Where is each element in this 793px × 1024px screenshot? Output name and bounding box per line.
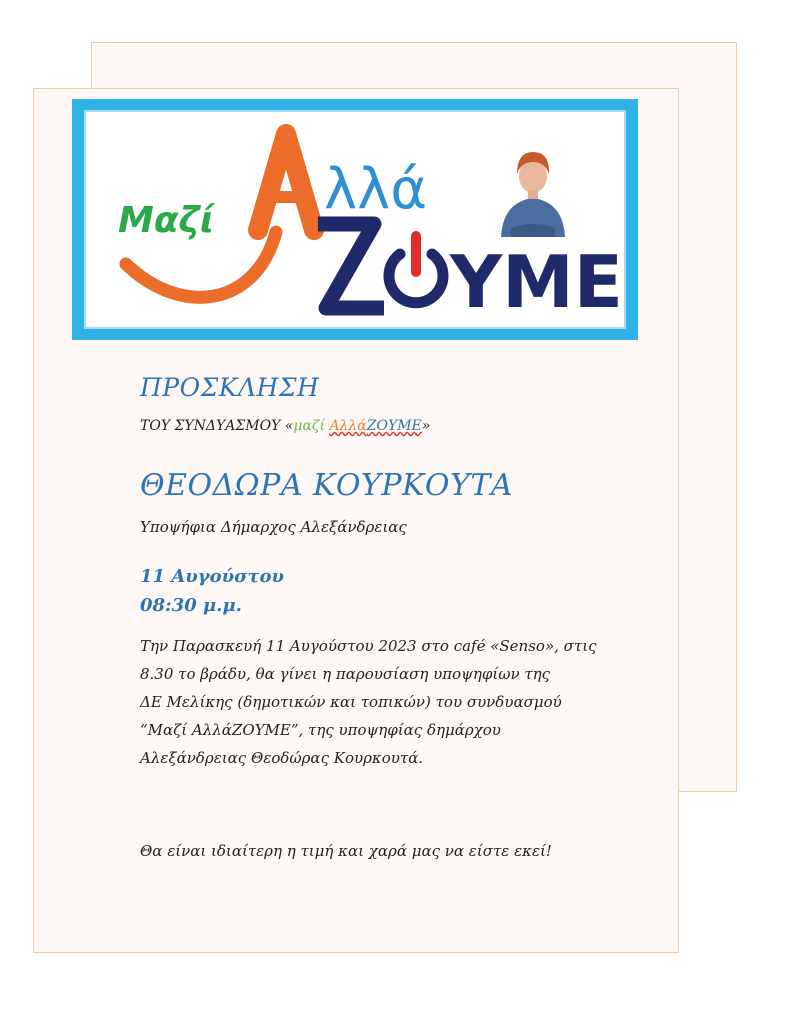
logo-swoosh — [126, 232, 276, 297]
banner-inner — [84, 110, 626, 329]
logo-letter-a — [258, 134, 314, 230]
body-line: Την Παρασκευή 11 Αυγούστου 2023 στο café «Senso», στις — [140, 637, 597, 655]
campaign-banner — [72, 99, 638, 340]
logo-zoyme: ΥΜΕ — [450, 240, 623, 324]
event-time: 08:30 μ.μ. — [140, 595, 242, 616]
coalition-zoyme: ΖΟΥΜΕ — [366, 418, 422, 434]
body-line: Αλεξάνδρειας Θεοδώρας Κουρκουτά. — [140, 749, 424, 767]
candidate-photo — [493, 132, 573, 237]
coalition-prefix: ΤΟΥ ΣΥΝΔΥΑΣΜΟΥ « — [140, 418, 294, 434]
body-line: “Μαζί ΑλλάΖΟΥΜΕ”, της υποψηφίας δημάρχου — [140, 721, 501, 739]
logo-letter-z — [318, 224, 384, 308]
coalition-alla: Αλλά — [329, 418, 367, 434]
body-line: 8.30 το βράδυ, θα γίνει η παρουσίαση υποψηφίων της — [140, 665, 551, 683]
logo-alla: λλά — [324, 157, 428, 222]
coalition-suffix: » — [421, 418, 431, 434]
candidate-name: ΘΕΟΔΩΡΑ ΚΟΥΡΚΟΥΤΑ — [140, 468, 513, 503]
event-date: 11 Αυγούστου — [140, 566, 285, 587]
closing-line: Θα είναι ιδιαίτερη η τιμή και χαρά μας να είστε εκεί! — [140, 842, 552, 860]
candidate-role: Υποψήφια Δήμαρχος Αλεξάνδρειας — [140, 518, 407, 536]
logo-mazi: Μαζί — [118, 200, 214, 241]
invitation-body — [140, 632, 628, 772]
body-line: ΔΕ Μελίκης (δημοτικών και τοπικών) του συνδυασμού — [140, 693, 562, 711]
coalition-mazi: μαζί — [293, 418, 325, 434]
coalition-line — [140, 418, 430, 434]
invitation-heading: ΠΡΟΣΚΛΗΣΗ — [140, 373, 320, 402]
